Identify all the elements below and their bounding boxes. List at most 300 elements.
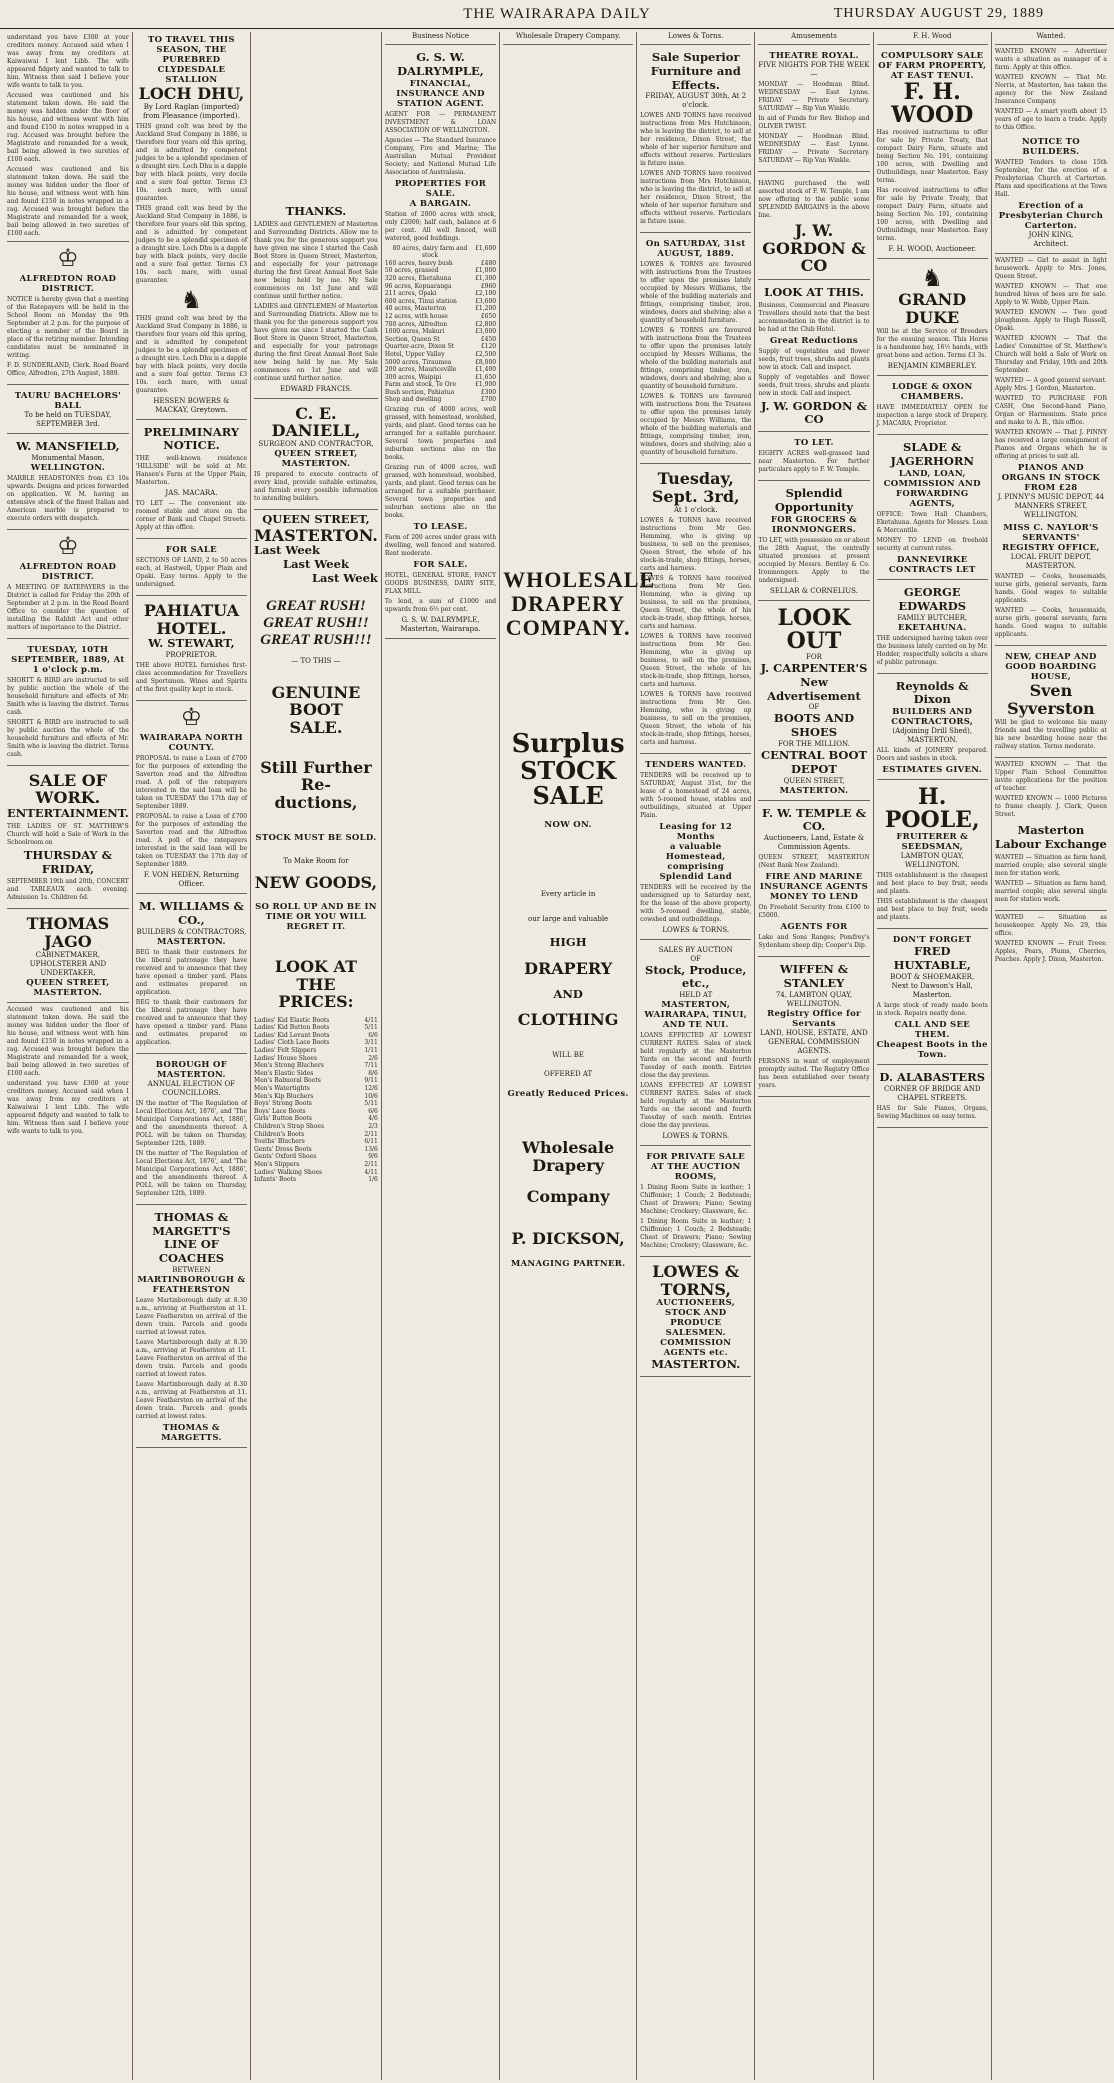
column-2	[133, 32, 251, 2080]
tenders-title: TENDERS WANTED.	[645, 759, 747, 770]
company: Company	[526, 1187, 610, 1207]
prelim-notice	[136, 423, 247, 540]
item-price: £480	[480, 259, 497, 267]
auction-date: TUESDAY, 10TH SEPTEMBER, 1889, At 1 o'clock p.m.	[11, 644, 125, 675]
item-label: Ladies' Kid Elastic Boots	[254, 1016, 330, 1024]
labour-body: WANTED — Situation as farm hand, married couple; also several single men for station work.	[994, 853, 1107, 877]
item-price: 4/6	[368, 1115, 378, 1123]
surplus: Surplus	[511, 728, 625, 759]
greatly-reduced: Greatly Reduced Prices.	[507, 1089, 629, 1100]
price-row	[385, 313, 496, 321]
wanted-ad: WANTED — Situation as housekeeper. Apply No. 29, this office.	[994, 913, 1107, 937]
auction-of: OF	[690, 954, 702, 963]
filler-text: understand you have £300 at your creditors money. Accused said when I was away from my creditors at Kaiwaiwai I lent Libb. The wife appeared fidgety and wanted to talk to him. Witness then said I believe your wife wants to talk to you.	[7, 1079, 129, 1135]
sale2-title: FOR SALE.	[413, 560, 468, 571]
huxtable-body: A large stock of ready made boots in stock. Repairs neatly done.	[876, 1001, 988, 1017]
price-row	[254, 1032, 378, 1040]
price-row	[254, 1176, 378, 1184]
gordon-intro: HAVING purchased the well assorted stock of F. W. Temple, I am now offering to the public some SPLENDID BARGAINS in the above line.	[758, 180, 870, 219]
price-row	[385, 374, 496, 382]
item-price: 1/6	[368, 1176, 378, 1184]
grocers-title: FOR GROCERS & IRONMONGERS.	[770, 514, 858, 535]
genuine-boot: GENUINE BOOT	[271, 682, 361, 720]
properties-title: PROPERTIES FOR SALE.	[394, 178, 487, 199]
price-row	[254, 1100, 378, 1108]
price-row	[254, 1153, 378, 1161]
for-word: FOR	[806, 652, 822, 661]
column-8	[874, 32, 992, 2080]
look-at-the: LOOK AT THE	[274, 956, 357, 994]
sale-body-5: LOWES & TORNS are favoured with instructions from the Trustees to offer upon the premises lately occupied by Messrs Williams, the whole of the building materials and fittings, comprising timber, iron, windows, doors and shelving; also a quantity of household furniture.	[640, 393, 752, 457]
prices-label: PRICES:	[278, 992, 354, 1012]
syverston-ad	[995, 649, 1107, 758]
splendid-opportunity-ad	[758, 484, 869, 601]
reductions-body: Supply of vegetables and flower seeds, fruit trees, shrubs and plants now in stock. Call and inspect.	[758, 347, 870, 371]
sale-body-4: LOWES & TORNS are favoured with instructions from the Trustees to offer upon the premises lately occupied by Messrs Williams, the whole of the building materials and fittings, comprising timber, iron, windows, doors and shelving; also a quantity of household furniture.	[640, 327, 752, 391]
notice-sign: F. D. SUNDERLAND, Clerk. Road Board Office, Alfredton, 27th August, 1889.	[7, 362, 129, 377]
wanted-ad: WANTED — A smart youth about 15 years of age to learn a trade. Apply to this Office.	[994, 108, 1107, 131]
poole-body: THIS establishment is the cheapest and best place to buy fruit, seeds and plants.	[876, 872, 988, 896]
masthead-date: THURSDAY AUGUST 29, 1889	[833, 6, 1044, 21]
poole-body-2: THIS establishment is the cheapest and best place to buy fruit, seeds and plants.	[876, 898, 988, 922]
poole-ad	[877, 783, 988, 929]
horse-note: By Lord Raglan (imported) from Pleasance (imported).	[142, 102, 240, 120]
sellar-sign: SELLAR & CORNELIUS.	[770, 586, 858, 595]
will-be: WILL BE	[552, 1051, 584, 1060]
crest-icon: ♔	[180, 703, 203, 732]
reynolds-body: ALL kinds of JOINERY prepared. Doors and sashes in stock.	[876, 747, 988, 763]
dalrymple-name: G. S. W. DALRYMPLE,	[397, 50, 484, 78]
high-word: HIGH	[549, 935, 587, 950]
lease-h2: a valuable Homestead, comprising	[665, 841, 726, 872]
stock-body: LOWES & TORNS have received instructions from Mr Geo. Hemming, who is giving up business, to sell on the premises, Queen Street, the whole of his stock-in-trade, shop fittings, horses, carts and harness.	[640, 516, 752, 572]
hotel-title: PAHIATUA HOTEL.	[143, 601, 240, 638]
item-label: 211 acres, Opaki	[384, 290, 437, 298]
thanks-sign: EDWARD FRANCIS.	[279, 384, 352, 393]
contracts-title: DANNEVIRKE CONTRACTS LET	[888, 554, 976, 575]
naylor-sub: SERVANTS' REGISTRY OFFICE,	[1002, 533, 1100, 553]
gordon-ad	[758, 175, 869, 280]
stallion-ad	[136, 32, 247, 420]
crest-icon: ♔	[57, 531, 79, 560]
item-price: £1,000	[475, 267, 497, 275]
entertainment-body: THE LADIES OF ST. MATTHEW'S Church will hold a Sale of Work in the Schoolroom on	[7, 822, 129, 846]
item-label: Quarter-acre, Dixon St	[384, 343, 455, 351]
item-price: £8,000	[475, 358, 497, 366]
jago-sub: CABINETMAKER, UPHOLSTERER AND UNDERTAKER,	[29, 950, 107, 977]
edwards-name: GEORGE EDWARDS	[898, 584, 967, 613]
registry-title: Registry Office for Servants	[767, 1008, 861, 1029]
price-row	[254, 1131, 378, 1139]
price-row	[254, 1062, 378, 1070]
money-body: On Freehold Security from £100 to £5000.	[758, 904, 870, 920]
item-label: Ladies' Felt Slippers	[254, 1047, 317, 1055]
labour-title: Masterton Labour Exchange	[995, 823, 1107, 851]
jago-name: THOMAS JAGO	[26, 914, 110, 951]
reynolds-sub: BUILDERS AND CONTRACTORS,	[891, 707, 974, 728]
item-price: £300	[480, 388, 497, 396]
item-label: Girls' Button Boots	[254, 1115, 312, 1123]
sale-title: SALE OF WORK.	[28, 770, 108, 808]
king-role: Architect.	[1033, 240, 1069, 248]
every-article: Every article in	[540, 890, 596, 899]
item-price: £450	[480, 335, 497, 343]
item-price: 5/11	[364, 1100, 378, 1108]
lease-title: TO LEASE.	[413, 522, 468, 533]
column-5	[500, 32, 656, 2080]
to-let-ad	[758, 435, 869, 481]
price-row	[254, 1093, 378, 1101]
item-price: £700	[480, 396, 497, 404]
king-name: JOHN KING,	[1028, 231, 1074, 239]
tenders-ad	[640, 757, 751, 940]
for-sale-body: SECTIONS OF LAND, 2 to 50 acres each, at Hastwell, Upper Plain and Opaki. Easy terms. Apply to the undersigned.	[135, 557, 248, 589]
item-price: £2,500	[475, 350, 497, 358]
our-large: our large and valuable	[528, 915, 609, 924]
item-label: 1000 acres, Makuri	[384, 328, 445, 336]
lease-h3: Splendid Land	[659, 871, 732, 882]
auction-body: LOANS EFFECTED AT LOWEST CURRENT RATES. Sales of stock held regularly at the Masterton Yards on the second and fourth Tuesday of each month. Entries close the day previous.	[640, 1032, 752, 1080]
wiffen-addr: 74, LAMBTON QUAY, WELLINGTON.	[775, 990, 853, 1008]
column-label: F. H. Wood	[913, 32, 952, 40]
item-price: 13/6	[364, 1145, 378, 1153]
price-row	[254, 1077, 378, 1085]
naylor-body-2: WANTED — Cooks, housemaids, nurse girls, general servants, farm hands. Good wages to suitable applicants.	[994, 607, 1107, 638]
wholesale-drapery-ad	[503, 48, 656, 1270]
money-title: MONEY TO LEND	[769, 892, 859, 903]
horse-icon: ♞	[921, 264, 943, 293]
grand-duke-body: Will be at the Service of Breeders for the ensuing season. This Horse is a handsome bay, 16½ hands, with great bone and action. Terms £3 3s.	[876, 328, 988, 360]
company-word: COMPANY.	[505, 615, 631, 641]
wood-body: Has received instructions to offer for sale by Private Treaty, that compact Dairy Farm, situate and being Section No. 191, containing 100 acres, with Dwelling and Outbuildings, near Masterton. Easy terms.	[876, 129, 988, 185]
dalrymple-ad	[385, 48, 496, 639]
registry-sub: LAND, HOUSE, ESTATE, AND GENERAL COMMISSION AGENTS.	[760, 1028, 868, 1055]
danielli-body: IS prepared to execute contracts of every kind, provide suitable estimates, and furnish every possible information to intending builders.	[254, 470, 378, 502]
sale-date: FRIDAY, AUGUST 30th, At 2 o'clock.	[645, 92, 747, 110]
item-price: £2,100	[475, 290, 497, 298]
borough-ad	[136, 1057, 247, 1205]
stock-must: STOCK MUST BE SOLD.	[255, 833, 377, 844]
more-body-2: Grazing run of 4000 acres, well grassed, with homestead, woolshed, yards, and plant. Good terms can be arranged for a suitable purchaser. Several town properties and suburban sections also on the books.	[384, 464, 497, 520]
wiffen-name: WIFFEN & STANLEY	[779, 962, 849, 990]
price-row	[385, 298, 496, 306]
price-row	[254, 1108, 378, 1116]
for-sale-ad	[136, 542, 247, 596]
column-1	[4, 32, 133, 2080]
theatre-title: THEATRE ROYAL.	[769, 51, 859, 61]
item-label: Gents' Dress Boots	[254, 1145, 312, 1153]
gordon-name-2: J. W. GORDON & CO	[760, 398, 867, 427]
look-out: LOOK OUT	[777, 604, 851, 654]
column-7	[755, 32, 873, 2080]
story-body: Accused was cautioned and his statement taken down. He said the money was hidden under the floor of his house, and witness went with him and found £150 in notes wrapped in a rag. Accused was brought before the Magistrate and remanded for a week, bail being allowed in two sureties of £100 each.	[7, 92, 129, 163]
theatre-plays: MONDAY — Hoodman Blind. WEDNESDAY — East Lynne. FRIDAY — Private Secretary. SATURDAY — Rip Van Winkle.	[758, 81, 870, 112]
bargain-body: Station of 2000 acres with stock, only £2000; half cash, balance at 6 per cent. All well fenced, well watered, good buildings.	[384, 210, 497, 242]
auction-body-2: SHORTT & BIRD are instructed to sell by public auction the whole of the household furniture and effects of Mr. Smith who is leaving the district. Terms cash.	[7, 718, 129, 758]
item-label: Ladies' Kid Levant Boots	[254, 1031, 330, 1039]
item-price: 4/11	[364, 1168, 378, 1176]
column-6	[637, 32, 755, 2080]
item-label: 12 acres, with house	[384, 312, 448, 320]
boot-sale-ad	[254, 513, 378, 1184]
alabasters-ad	[877, 1068, 988, 1128]
boarding-title: NEW, CHEAP AND GOOD BOARDING HOUSE,	[1005, 652, 1097, 682]
wanted-ad: WANTED KNOWN — That one hundred hives of bees are for sale. Apply to W. Webb, Upper Plain.	[994, 283, 1107, 306]
wanted-ad: WANTED — A good general servant. Apply Mrs. J. Gordon, Masterton.	[994, 377, 1107, 392]
builders-ad	[136, 897, 247, 1054]
pinny-addr: J. PINNY'S MUSIC DEPOT, 44 MANNERS STREET, WELLINGTON.	[997, 493, 1105, 519]
crest-icon: ♔	[57, 244, 79, 272]
price-row	[385, 351, 496, 359]
make-room: To Make Room for	[283, 857, 349, 866]
dalrymple-role: FINANCIAL, INSURANCE AND STATION AGENT.	[396, 78, 485, 109]
price-row	[385, 328, 496, 336]
look-title: LOOK AT THIS.	[764, 284, 864, 299]
price-row	[385, 275, 496, 283]
county-body-2: PROPOSAL to raise a Loan of £700 for the purposes of extending the Saverton road and the Alfredton road. A poll of the ratepayers interested in the said loan will be taken on TUESDAY the 17th day of September 1889.	[135, 813, 248, 869]
temple-ad	[758, 804, 869, 958]
wood-sign: F. H. WOOD, Auctioneer.	[888, 245, 977, 254]
naylor-addr: LOCAL FRUIT DEPOT, MASTERTON.	[1010, 553, 1092, 570]
auction-places: MASTERTON, WAIRARAPA, TINUI, AND TE NUI.	[644, 1000, 748, 1031]
of-word: OF	[808, 703, 820, 712]
item-label: Men's Balmoral Boots	[254, 1077, 321, 1085]
lowes-torns-card	[640, 1260, 751, 1377]
builders-body: BEG to thank their customers for the liberal patronage they have received and to announce that they have opened a timber yard. Plans and estimates prepared on application.	[135, 948, 248, 996]
grand-duke-ad	[877, 262, 988, 376]
thanks-title: THANKS.	[285, 204, 347, 218]
auction-body-2: LOANS EFFECTED AT LOWEST CURRENT RATES. Sales of stock held regularly at the Masterton Yards on the second and fourth Tuesday of each month. Entries close the day previous.	[640, 1082, 752, 1130]
edwards-sub: FAMILY BUTCHER,	[897, 613, 968, 622]
horse-icon: ♞	[180, 285, 203, 314]
masthead	[0, 0, 1114, 29]
lodge-body: HAVE IMMEDIATELY OPEN for inspection a large stock of Drapery. J. MACARA, Proprietor.	[876, 404, 988, 428]
horse-name: LOCH DHU,	[138, 84, 245, 103]
central-boot-depot: CENTRAL BOOT DEPOT	[760, 747, 868, 776]
travel-line: TO TRAVEL THIS SEASON, THE PUREBRED CLYDESDALE STALLION	[148, 35, 235, 85]
mansfield-sub: Monumental Mason,	[31, 453, 105, 462]
price-row	[254, 1055, 378, 1063]
labour-body-2: WANTED — Situation as farm hand, married couple; also several single men for station work.	[994, 879, 1107, 903]
price-row	[254, 1017, 378, 1025]
item-price: £960	[480, 282, 497, 290]
tuesday-time: At 1 o'clock.	[673, 505, 718, 514]
furniture-sale-ad	[640, 48, 751, 233]
lt-role-3: COMMISSION AGENTS etc.	[660, 1338, 732, 1359]
theatre-nights: FIVE NIGHTS FOR THE WEEK—	[758, 61, 870, 78]
item-price: 2/11	[364, 1160, 378, 1168]
price-row	[385, 381, 496, 389]
now-on: NOW ON.	[544, 820, 592, 831]
horse-body: THIS grand colt was bred by the Auckland Stud Company in 1886, is therefore four years old this spring, and is admitted by competent judges to be a splendid specimen of a draught sire. Loch Dhu is a dapple bay with black points, very docile and a sure foal getter. Terms £3 10s. each mare, with usual guarantee.	[135, 122, 248, 202]
lodge-title: LODGE & OXON CHAMBERS.	[891, 382, 973, 403]
item-label: Men's Kip Bluchers	[254, 1092, 314, 1100]
item-label: 320 acres, Eketahuna	[384, 274, 452, 282]
slade-ad	[877, 438, 988, 580]
alabasters-body: HAS for Sale Pianos, Organs, Sewing Machines on easy terms.	[876, 1104, 988, 1120]
mansfield-town: WELLINGTON.	[30, 462, 105, 473]
ball-title: TAURU BACHELORS' BALL	[14, 391, 122, 411]
reynolds-ad	[877, 677, 988, 781]
private-title: FOR PRIVATE SALE AT THE AUCTION ROOMS,	[646, 1152, 746, 1183]
price-row	[385, 366, 496, 374]
coach-title: THOMAS & MARGETT'S LINE OF COACHES	[152, 1209, 231, 1266]
wood-intro: COMPULSORY SALE OF FARM PROPERTY, AT EAST TENUI.	[878, 51, 987, 81]
builders-body-2: BEG to thank their customers for the liberal patronage they have received and to announce that they have opened a timber yard. Plans and estimates prepared on application.	[135, 998, 248, 1046]
lodge-ad	[877, 379, 988, 435]
county-ad	[136, 730, 247, 894]
dalrymple-agent: AGENT FOR — PERMANENT INVESTMENT & LOAN ASSOCIATION OF WELLINGTON.	[384, 110, 497, 134]
danielli-name: C. E. DANIELL,	[271, 403, 361, 441]
item-price: £1,900	[475, 381, 497, 389]
item-label: Ladies' Cloth Lace Boots	[254, 1039, 330, 1047]
wanted-ad: WANTED KNOWN — That the Ladies' Committee of St. Matthew's Church will hold a Sale of Work on Thursday and Friday, 19th and 20th September.	[994, 335, 1107, 374]
mansfield-body: MARBLE HEADSTONES from £3 10s upwards. Designs and prices forwarded on application. W. M. having an extensive stock of the finest Italian and American marble is prepared to execute orders with despatch.	[7, 474, 129, 522]
offered-at: OFFERED AT	[544, 1070, 593, 1079]
item-price: 2/3	[368, 1123, 378, 1131]
loans-body: To lend, a sum of £1000 and upwards from 6½ per cent.	[384, 598, 497, 614]
item-label: Ladies' Kid Button Boots	[254, 1024, 330, 1032]
lt-role-2: STOCK AND PRODUCE SALESMEN.	[665, 1308, 727, 1339]
borough-title: BOROUGH OF MASTERTON.	[155, 1059, 228, 1080]
entertainment-days: THURSDAY & FRIDAY,	[23, 847, 113, 876]
price-row	[254, 1024, 378, 1032]
auction-heading: Stock, Produce, etc.,	[645, 962, 747, 991]
county-sign: F. VON HEDEN, Returning Officer.	[143, 871, 239, 889]
lease-body: TO LET — The convenient six-roomed stable and store on the corner of Bank and Chapel Streets. Apply at this office.	[135, 500, 248, 532]
coach-body-2: Leave Martinborough daily at 8.30 a.m., arriving at Featherston at 11. Leave Featherston on arrival of the down train. Parcels and goods carried at lowest rates.	[135, 1338, 248, 1378]
prelim-body: THE well-known residence 'HILLSIDE' will be sold at Mr. Hansen's Farm at the Upper Plain, Masterton.	[135, 455, 248, 487]
theatre-ad	[758, 48, 869, 172]
slade-money: MONEY TO LEND on freehold security at current rates.	[876, 536, 988, 552]
price-row	[385, 396, 496, 404]
stock-body-2: LOWES & TORNS have received instructions from Mr Geo. Hemming, who is giving up business, to sell on the premises, Queen Street, the whole of his stock-in-trade, shop fittings, horses, carts and harness.	[640, 574, 752, 630]
lt-role: AUCTIONEERS,	[656, 1298, 736, 1309]
column-label: Amusements	[791, 32, 837, 40]
price-row	[254, 1169, 378, 1177]
price-list	[254, 1017, 378, 1184]
item-label: 700 acres, Alfredton	[384, 320, 448, 328]
sale-heading: Sale Superior Furniture and Effects.	[650, 50, 741, 92]
for-million: FOR THE MILLION.	[778, 739, 850, 748]
huxtable-sub: BOOT & SHOEMAKER,	[890, 972, 975, 981]
lease-body: TENDERS will be received by the undersigned up to Saturday next, for the lease of the above property, with 5-roomed dwelling, stable, cowshed and outbuildings.	[640, 883, 752, 923]
item-price: 9/11	[364, 1077, 378, 1085]
item-label: 300 acres, Waipipi	[384, 373, 442, 381]
let-title: TO LET.	[794, 438, 834, 449]
fire-agents: FIRE AND MARINE INSURANCE AGENTS	[759, 872, 869, 893]
naylor-body: WANTED — Cooks, housemaids, nurse girls, general servants, farm hands. Good wages to suitable applicants.	[994, 573, 1107, 604]
story-intro: understand you have £300 at your creditors money. Accused said when I was away from my creditors at Kaiwaiwai I lent Libb. The wife appeared fidgety and wanted to talk to him. Witness then said I believe your wife wants to talk to you.	[7, 34, 129, 89]
lease-h1: Leasing for 12 Months	[659, 821, 733, 842]
newspaper-columns	[4, 32, 1110, 2080]
price-row	[254, 1070, 378, 1078]
clothing-word: CLOTHING	[517, 1010, 619, 1030]
temple-sub: Auctioneers, Land, Estate & Commission Agents.	[763, 834, 865, 852]
price-row	[254, 1085, 378, 1093]
item-price: £1,650	[475, 373, 497, 381]
item-label: Farm and stock, Te Ore	[384, 381, 457, 389]
naylor-ad	[995, 520, 1107, 646]
filler-text: Accused was cautioned and his statement taken down. He said the money was hidden under the floor of his house, and witness went with him and found £150 in notes wrapped in a rag. Accused was brought before the Magistrate and remanded for a week, bail being allowed in two sureties of £100 each.	[7, 1005, 129, 1077]
column-4	[382, 32, 500, 2080]
last-week-3: Last Week	[311, 570, 378, 585]
hotel-body: THE above HOTEL furnishes first-class accommodation for Travellers and Sportsmen. Wines and Spirits of the first quality kept in stock.	[135, 662, 248, 694]
county-body: PROPOSAL to raise a Loan of £700 for the purposes of extending the Saverton road and the Alfredton road. A poll of the ratepayers interested in the said loan will be taken on TUESDAY the 17th day of September 1889.	[135, 755, 248, 811]
price-row	[385, 260, 496, 268]
horse-sign: HESSEN BOWERS & MACKAY, Greytown.	[153, 396, 230, 414]
grand-duke-title: GRAND DUKE	[898, 290, 967, 327]
masthead-title: THE WAIRARAPA DAILY	[463, 6, 651, 22]
masterton: MASTERTON.	[254, 525, 378, 545]
cheapest-boots: Cheapest Boots in the Town.	[876, 1039, 988, 1060]
huxtable-ad	[877, 932, 988, 1065]
stock-sale-ad	[640, 467, 751, 753]
notice-body: NOTICE is hereby given that a meeting of the Ratepayers will be held in the School Room on Monday the 9th September at 2 p.m. for the purpose of electing a member of the Board in place of the retiring member. Intending candidates must be nominated in writing.	[7, 296, 129, 359]
stock-sale: STOCK SALE	[520, 755, 617, 811]
column-9	[992, 32, 1110, 2080]
wanted-ad: WANTED KNOWN — That the Upper Plain School Committee invite applications for the position of teacher.	[994, 761, 1107, 793]
slade-body: OFFICE: Town Hall Chambers, Eketahuna. Agents for Messrs. Loan & Mercantile.	[876, 510, 988, 534]
stock-body-4: LOWES & TORNS have received instructions from Mr Geo. Hemming, who is giving up business, to sell on the premises, Queen Street, the whole of his stock-in-trade, shop fittings, horses, carts and harness.	[640, 690, 752, 746]
reductions-body-2: Supply of vegetables and flower seeds, fruit trees, shrubs and plants now in stock. Call and inspect.	[758, 373, 870, 397]
lowes-sign-2: LOWES & TORNS.	[662, 1132, 730, 1141]
wanted-ad: WANTED TO PURCHASE FOR CASH, One Second-hand Piano, Organ or Harmonium. State price and make to A. B., this office.	[994, 395, 1107, 426]
county-title: WAIRARAPA NORTH COUNTY.	[139, 733, 243, 754]
temple-addr: QUEEN STREET, MASTERTON (Next Bank New Zealand).	[758, 854, 870, 870]
wood-ad	[877, 48, 988, 259]
last-week: Last Week	[254, 543, 320, 558]
wanted-ad: WANTED KNOWN — That J. PINNY has received a large consignment of Pianos and Organs which he is offering at prices to suit all.	[994, 429, 1107, 460]
item-price: 6/11	[364, 1138, 378, 1146]
dalrymple-sign: G. S. W. DALRYMPLE, Masterton, Wairarapa.	[400, 616, 481, 634]
stock-body-3: LOWES & TORNS have received instructions from Mr Geo. Hemming, who is giving up business, to sell on the premises, Queen Street, the whole of his stock-in-trade, shop fittings, horses, carts and harness.	[640, 632, 752, 688]
price-row	[385, 389, 496, 397]
wholesale-word: WHOLESALE	[503, 567, 656, 592]
price-row	[385, 283, 496, 291]
item-price: £2,800	[475, 320, 497, 328]
price-row	[254, 1146, 378, 1154]
queen-street: QUEEN STREET,	[262, 511, 370, 526]
item-price: 2/6	[368, 1054, 378, 1062]
item-price: 1/11	[364, 1047, 378, 1055]
item-label: Men's Watertights	[254, 1085, 310, 1093]
price-row	[385, 359, 496, 367]
sale-body-3: LOWES & TORNS are favoured with instructions from the Trustees to offer upon the premises lately occupied by Messrs Williams, the whole of the building materials and fittings, comprising timber, iron, windows, doors and shelving; also a quantity of household furniture.	[640, 261, 752, 325]
coach-foot: THOMAS & MARGETTS.	[161, 1422, 222, 1443]
lt-town: MASTERTON.	[651, 1357, 741, 1372]
drapery-word: DRAPERY	[511, 591, 625, 617]
borough-body-2: IN the matter of 'The Regulation of Local Elections Act, 1876', and 'The Municipal Corporations Act, 1886', and the amendments thereof. A POLL will be taken on Thursday, September 12th, 1889.	[135, 1149, 248, 1197]
item-label: 200 acres, Mauriceville	[384, 366, 457, 374]
alabasters-sub: CORNER OF BRIDGE AND CHAPEL STREETS.	[884, 1084, 981, 1102]
reductions-1: Still Further Re-	[260, 757, 372, 795]
horse-body-3: THIS grand colt was bred by the Auckland Stud Company in 1886, is therefore four years old this spring, and is admitted by competent judges to be a splendid specimen of a draught sire. Loch Dhu is a dapple bay with black points, very docile and a sure foal getter. Terms £3 10s. each mare, with usual guarantee.	[135, 314, 248, 394]
item-label: Bush section, Pahiatua	[384, 388, 455, 396]
coach-ad	[136, 1208, 247, 1448]
syverston-body: Will be glad to welcome his many friends and the travelling public at his new boarding house near the railway station. Terms moderate.	[994, 719, 1107, 751]
sale-body-2: LOWES AND TORNS have received instructions from Mrs Hutchinson, who is leaving the district, to sell at her residence, Dixon Street, the whole of her superior furniture and effects without reserve. Particulars in future issue.	[640, 170, 752, 226]
poole-addr: LAMBTON QUAY, WELLINGTON.	[900, 852, 964, 870]
item-price: £120	[480, 343, 497, 351]
carpenter-name: J. CARPENTER'S	[760, 660, 868, 675]
danielli-addr: QUEEN STREET, MASTERTON.	[274, 448, 358, 469]
item-label: 96 acres, Kopuaranga	[384, 282, 452, 290]
great-rush: GREAT RUSH! GREAT RUSH!! GREAT RUSH!!!	[260, 597, 372, 648]
and-word: AND	[553, 986, 583, 1001]
column-label: Business Notice	[411, 32, 469, 40]
builders-town: MASTERTON.	[157, 936, 226, 947]
